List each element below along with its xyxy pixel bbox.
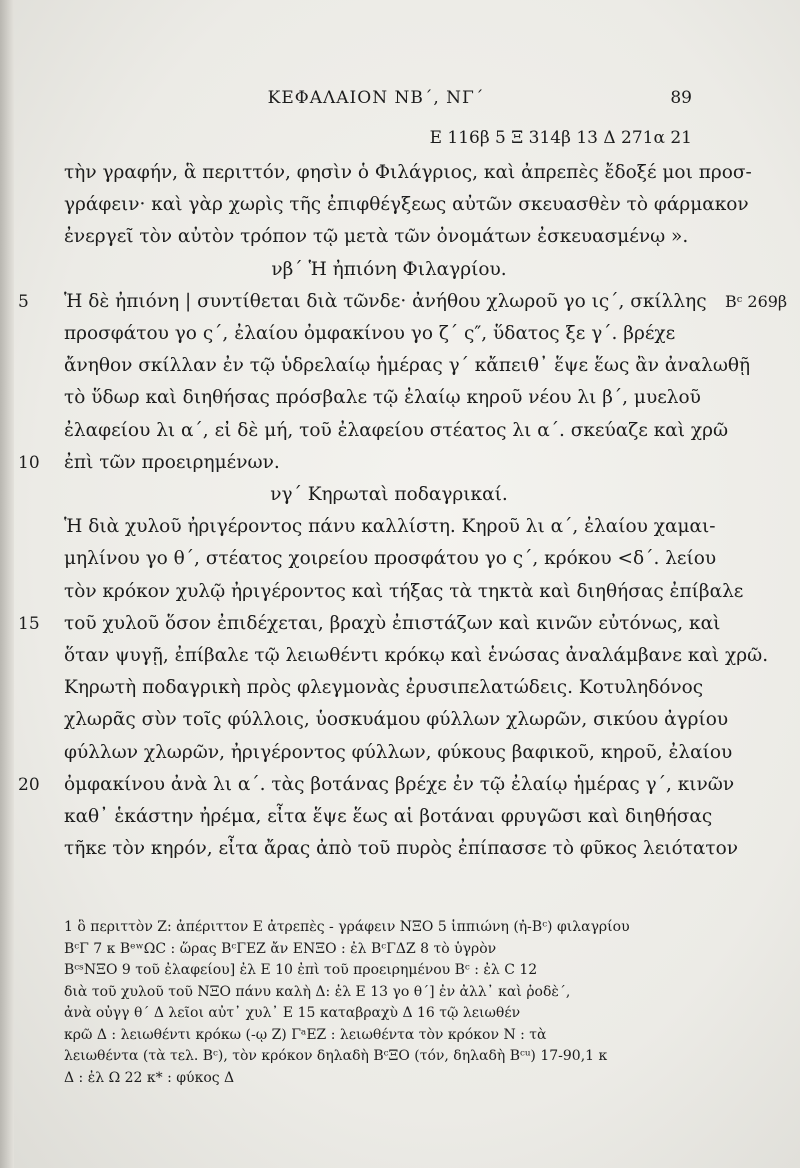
- running-header: [60, 88, 692, 112]
- text-line: ἐνεργεῖ τὸν αὐτὸν τρόπον τῷ μετὰ τῶν ὀνομάτων ἐσκευασμένῳ ».: [64, 226, 689, 247]
- apparatus-line: Δ : ἐλ Ω 22 κ* : φύκος Δ: [64, 1070, 235, 1086]
- text-line: τοῦ χυλοῦ ὅσον ἐπιδέχεται, βραχὺ ἐπιστάζων καὶ κινῶν εὐτόνως, καὶ: [64, 613, 721, 634]
- text-line: χλωρᾶς σὺν τοῖς φύλλοις, ὑοσκυάμου φύλλων χλωρῶν, σικύου ἀγρίου: [64, 709, 729, 730]
- text-line: μηλίνου γο θ΄, στέατος χοιρείου προσφάτου γο ς΄, κρόκου <δ΄. λείου: [64, 548, 717, 569]
- line-number: 5: [18, 292, 29, 312]
- text-line: καθ᾽ ἑκάστην ἠρέμα, εἶτα ἕψε ἕως αἱ βοτάναι φρυγῶσι καὶ διηθήσας: [64, 806, 713, 827]
- text-line: ὀμφακίνου ἀνὰ λι α΄. τὰς βοτάνας βρέχε ἐν τῷ ἐλαίῳ ἡμέρας γ΄, κινῶν: [64, 774, 735, 795]
- apparatus-line: ἀνὰ οὐγγ θ΄ Δ λεῖοι αὐτ᾽ χυλ᾽ Ε 15 καταβραχὺ Δ 16 τῷ λειωθέν: [64, 1005, 521, 1021]
- text-line: προσφάτου γο ς΄, ἐλαίου ὀμφακίνου γο ζ΄ ς″, ὕδατος ξε γ΄. βρέχε: [64, 323, 676, 344]
- text-line: τὸ ὕδωρ καὶ διηθήσας πρόσβαλε τῷ ἐλαίῳ κηροῦ νέου λι β΄, μυελοῦ: [64, 387, 701, 408]
- text-line: Κηρωτὴ ποδαγρικὴ πρὸς φλεγμονὰς ἐρυσιπελατώδεις. Κοτυληδόνος: [64, 677, 704, 698]
- line-number: 15: [18, 614, 40, 634]
- apparatus-line: BᶜˢΝΞΟ 9 τοῦ ἐλαφείου] ἐλ Ε 10 ἐπὶ τοῦ προειρημένου Bᶜ : ἐλ C 12: [64, 962, 538, 978]
- apparatus-line: 1 ὃ περιττὸν Ζ: ἀπέριττον Ε ἀτρεπὲς - γράφειν ΝΞΟ 5 ἱππιώνη (ἠ-Bᶜ) φιλαγρίου: [64, 919, 630, 935]
- text-line: τὴν γραφήν, ἃ περιττόν, φησὶν ὁ Φιλάγριος, καὶ ἀπρεπὲς ἔδοξέ μοι προσ-: [64, 162, 752, 183]
- margin-manuscript-ref: Bᶜ 269β: [725, 292, 788, 311]
- text-line: ἄνηθον σκίλλαν ἐν τῷ ὑδρελαίῳ ἡμέρας γ΄ κἄπειθ᾽ ἕψε ἕως ἂν ἀναλωθῇ: [64, 355, 751, 376]
- section-heading: νβ΄ Ἡ ἠπιόνη Φιλαγρίου.: [271, 259, 507, 280]
- text-line: τὸν κρόκον χυλῷ ἠριγέροντος καὶ τήξας τὰ τηκτὰ καὶ διηθήσας ἐπίβαλε: [64, 581, 744, 602]
- text-line: τῆκε τὸν κηρόν, εἶτα ἄρας ἀπὸ τοῦ πυρὸς ἐπίπασσε τὸ φῦκος λειότατον: [64, 838, 739, 859]
- page-gutter-shadow: [0, 0, 14, 1168]
- text-line: Ἡ διὰ χυλοῦ ἠριγέροντος πάνυ καλλίστη. Κηροῦ λι α΄, ἐλαίου χαμαι-: [64, 516, 716, 537]
- text-line: ἐπὶ τῶν προειρημένων.: [64, 452, 280, 473]
- apparatus-line: διὰ τοῦ χυλοῦ τοῦ ΝΞΟ πάνυ καλὴ Δ: ἐλ Ε 13 γο θ΄] ἐν ἀλλ᾽ καὶ ῥοδὲ΄,: [64, 984, 571, 1000]
- text-line: φύλλων χλωρῶν, ἠριγέροντος φύλλων, φύκους βαφικοῦ, κηροῦ, ἐλαίου: [64, 742, 733, 763]
- line-number: 20: [18, 775, 40, 795]
- text-line: Ἡ δὲ ἠπιόνη | συντίθεται διὰ τῶνδε· ἀνήθου χλωροῦ γο ις΄, σκίλλης: [64, 291, 707, 312]
- apparatus-line: κρῶ Δ : λειωθέντι κρόκω (-ῳ Ζ) ΓᵃΕΖ : λειωθέντα τὸν κρόκον Ν : τὰ: [64, 1027, 547, 1043]
- apparatus-line: BᶜΓ 7 κ BᵉʷΩC : ὥρας BᶜΓΕΖ ἄν ΕΝΞΟ : ἐλ BᶜΓΔΖ 8 τὸ ὑγρὸν: [64, 941, 497, 957]
- manuscript-references: Ε 116β 5 Ξ 314β 13 Δ 271α 21: [429, 128, 692, 148]
- apparatus-line: λειωθέντα (τὰ τελ. Bᶜ), τὸν κρόκον δηλαδὴ BᶜΞΟ (τόν, δηλαδὴ Bᶜᵘ) 17-90,1 κ: [64, 1048, 608, 1064]
- section-heading: νγ΄ Κηρωταὶ ποδαγρικαί.: [270, 484, 508, 505]
- chapter-title: ΚΕΦΑΛΑΙΟΝ ΝΒ΄, ΝΓ΄: [267, 88, 485, 108]
- text-line: ἐλαφείου λι α΄, εἰ δὲ μή, τοῦ ἐλαφείου στέατος λι α΄. σκεύαζε καὶ χρῶ: [64, 420, 729, 441]
- text-line: ὅταν ψυγῇ, ἐπίβαλε τῷ λειωθέντι κρόκῳ καὶ ἑνώσας ἀναλάμβανε καὶ χρῶ.: [64, 645, 769, 666]
- page-number: 89: [670, 88, 692, 108]
- text-line: γράφειν· καὶ γὰρ χωρὶς τῆς ἐπιφθέγξεως αὐτῶν σκευασθὲν τὸ φάρμακον: [64, 194, 749, 215]
- line-number: 10: [18, 453, 40, 473]
